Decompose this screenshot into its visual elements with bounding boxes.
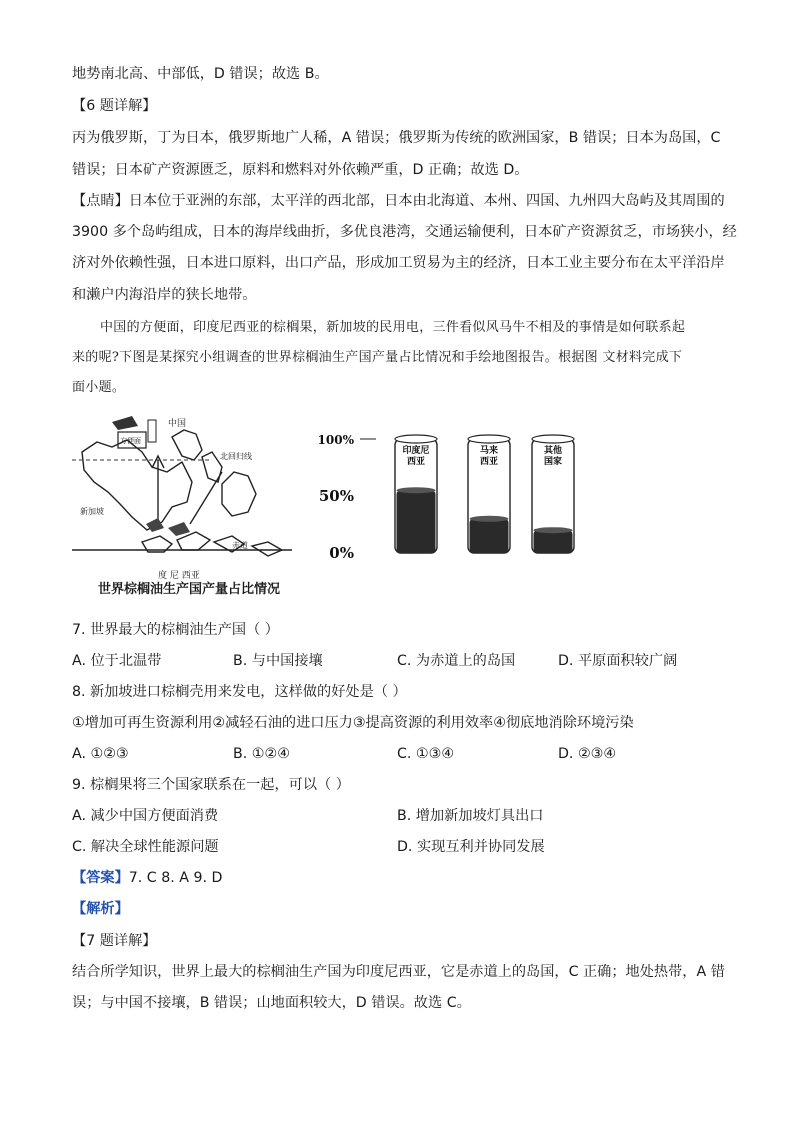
category-label: 马来: [479, 446, 499, 456]
answer-line: [72, 868, 222, 888]
cylinder-top: [532, 435, 574, 443]
q7-option-a: A. 位于北温带: [72, 653, 162, 669]
q7-option-d: D. 平原面积较广阔: [558, 653, 678, 669]
cylinder-top: [468, 435, 510, 443]
q8-option-b: B. ①②④: [233, 746, 290, 762]
text-line: 误；与中国不接壤，B 错误；山地面积较大，D 错误。故选 C。: [72, 995, 471, 1011]
analysis-tag: 【解析】: [72, 901, 129, 917]
q9-option-b: B. 增加新加坡灯具出口: [397, 808, 544, 824]
map-label-china: 中国: [168, 419, 187, 429]
bar-surface: [534, 527, 573, 533]
section-heading: 【6 题详解】: [72, 98, 157, 114]
cylinder-top: [395, 435, 437, 443]
q7-option-b: B. 与中国接壤: [233, 653, 323, 669]
q7-option-c: C. 为赤道上的岛国: [397, 653, 516, 669]
y-tick-label: 100%: [317, 433, 354, 447]
map-label-singapore: 新加坡: [80, 507, 104, 516]
q9-option-a: A. 减少中国方便面消费: [72, 808, 219, 824]
text-line: 3900 多个岛屿组成，日本的海岸线曲折，多优良港湾，交通运输便利，日本矿产资源贫乏，市场狭小，经: [72, 224, 737, 240]
q8-option-d: D. ②③④: [558, 746, 617, 762]
category-label: 其他: [543, 446, 563, 456]
y-tick-label: 50%: [318, 487, 354, 505]
y-tick-label: 0%: [329, 544, 354, 562]
map-label-tropic: 北回归线: [220, 452, 252, 461]
question-8-statements: ①增加可再生资源利用②减轻石油的进口压力③提高资源的利用效率④彻底地消除环境污染: [72, 715, 634, 731]
category-label: 西亚: [406, 457, 426, 467]
hand-drawn-map: [72, 412, 302, 587]
category-label: 西亚: [479, 457, 499, 467]
map-label-indonesia: 度 尼 西亚: [158, 571, 200, 581]
q9-option-c: C. 解决全球性能源问题: [72, 839, 219, 855]
intro-line: 来的呢?下图是某探究小组调查的世界棕榈油生产国产量占比情况和手绘地图报告。根据图 文材料完成下: [72, 350, 683, 365]
intro-line: 面小题。: [72, 380, 126, 395]
category-label: 国家: [543, 457, 563, 467]
category-label: 印度尼: [402, 446, 430, 456]
question-8-stem: 8. 新加坡进口棕榈壳用来发电，这样做的好处是（ ）: [72, 684, 407, 700]
text-line: 丙为俄罗斯，丁为日本，俄罗斯地广人稀，A 错误；俄罗斯为传统的欧洲国家，B 错误；日本为岛国，C: [72, 130, 721, 146]
text-line: 地势南北高、中部低，D 错误；故选 B。: [72, 66, 329, 82]
text-line: 结合所学知识，世界上最大的棕榈油生产国为印度尼西亚，它是赤道上的岛国，C 正确；地处热带，A 错: [72, 964, 725, 980]
text-line: 济对外依赖性强，日本进口原料，出口产品，形成加工贸易为主的经济，日本工业主要分布在太平洋沿岸: [72, 255, 725, 271]
detail7-heading: 【7 题详解】: [72, 933, 157, 949]
text-line: 【点睛】日本位于亚洲的东部，太平洋的西北部，日本由北海道、本州、四国、九州四大岛屿及其周围的: [72, 193, 725, 209]
question-9-stem: 9. 棕榈果将三个国家联系在一起，可以（ ）: [72, 777, 350, 793]
bar-surface: [470, 516, 509, 522]
map-label-noodle: 方便面: [120, 437, 141, 445]
bar: [534, 530, 573, 553]
answer-tag: 【答案】: [72, 870, 129, 886]
bar-surface: [397, 487, 436, 493]
figure-caption: 世界棕榈油生产国产量占比情况: [98, 582, 281, 597]
palm-oil-chart: [310, 425, 600, 575]
text-line: 错误；日本矿产资源匮乏，原料和燃料对外依赖严重，D 正确；故选 D。: [72, 162, 529, 178]
q8-option-a: A. ①②③: [72, 746, 129, 762]
text-line: 和濑户内海沿岸的狭长地带。: [72, 287, 257, 303]
q8-option-c: C. ①③④: [397, 746, 455, 762]
answer-text: 7. C 8. A 9. D: [128, 870, 223, 886]
q9-option-d: D. 实现互利并协同发展: [397, 839, 545, 855]
question-7-stem: 7. 世界最大的棕榈油生产国（ ）: [72, 622, 279, 638]
bar: [470, 519, 509, 553]
bar: [397, 490, 436, 553]
map-label-equator: 赤道: [232, 541, 248, 550]
chart-svg: [310, 425, 600, 575]
intro-line: 中国的方便面，印度尼西亚的棕榈果，新加坡的民用电，三件看似风马牛不相及的事情是如何联系起: [100, 320, 686, 335]
